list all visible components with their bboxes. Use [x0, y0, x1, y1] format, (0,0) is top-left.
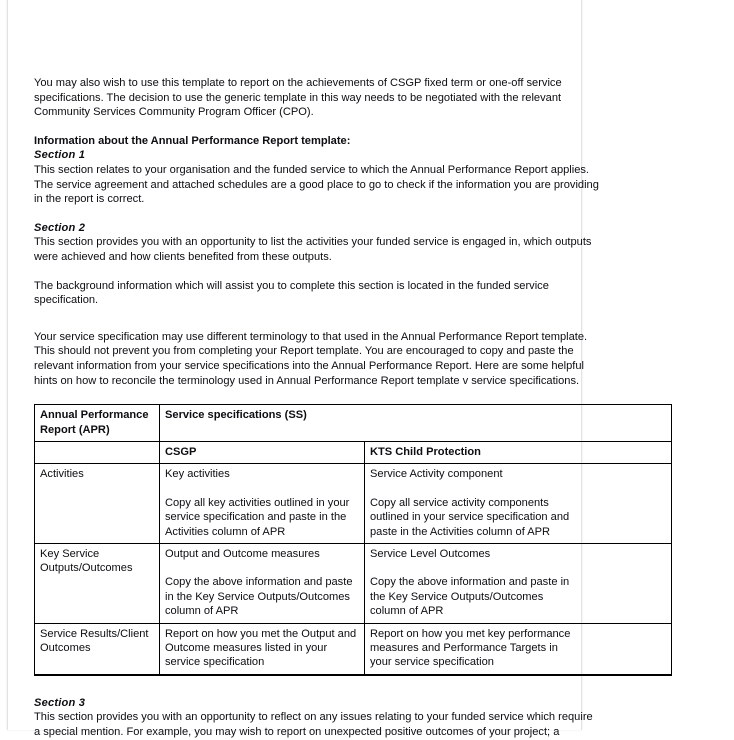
- section-2-p1-line-2: were achieved and how clients benefited from these outputs.: [34, 250, 332, 263]
- section-1-heading: Section 1: [34, 149, 86, 162]
- section-1-paragraph: [34, 163, 734, 207]
- table-subheader-csgp: CSGP: [160, 441, 365, 463]
- section-2-paragraph-3: [34, 330, 734, 388]
- table-header-apr-line-1: Annual Performance: [40, 409, 149, 422]
- info-heading: Information about the Annual Performance Report template:: [34, 134, 351, 147]
- table-row-3-kts-line-2: measures and Performance Targets in: [370, 641, 558, 654]
- table-subheader-blank: [35, 441, 160, 463]
- table-row-2-kts-line-3: column of APR: [370, 605, 444, 618]
- section-2-paragraph-1: [34, 235, 734, 264]
- table-row: [35, 543, 672, 623]
- table-row: [35, 464, 672, 544]
- table-row-2-kts-line-1: Copy the above information and paste in: [370, 576, 570, 589]
- section-3-line-1: This section provides you with an opportunity to reflect on any issues relating to your funded service which require: [34, 711, 593, 724]
- table-subheader-row: [35, 441, 672, 463]
- table-row-2-csgp-title: Output and Outcome measures: [165, 547, 320, 560]
- table-row-3-kts-line-3: your service specification: [370, 656, 494, 669]
- spacer: [165, 482, 359, 496]
- table-row-1-kts-title: Service Activity component: [370, 468, 503, 481]
- table-row-2-apr-line-1: Key Service: [40, 547, 100, 560]
- table-row-3-csgp-line-1: Report on how you met the Output and: [165, 627, 357, 640]
- spacer: [34, 322, 734, 330]
- section-2-p3-line-4: hints on how to reconcile the terminology used in Annual Performance Report template v service specifications.: [34, 374, 580, 387]
- table-subheader-kts: KTS Child Protection: [365, 441, 672, 463]
- table-row-2-kts-line-2: the Key Service Outputs/Outcomes: [370, 590, 544, 603]
- section-1-line-2: The service agreement and attached schedules are a good place to go to check if the information you are providing: [34, 178, 599, 191]
- section-3-block: [34, 696, 734, 740]
- section-2-p1-line-1: This section provides you with an opportunity to list the activities your funded service is engaged in, which outputs: [34, 236, 592, 249]
- table-row-1-csgp: [160, 464, 365, 544]
- table-row-1-csgp-line-1: Copy all key activities outlined in your: [165, 496, 350, 509]
- page-content: [34, 76, 734, 740]
- table-row: [35, 623, 672, 675]
- table-header-apr: [35, 405, 160, 442]
- section-2-p3-line-2: This should not prevent you from completing your Report template. You are encouraged to copy and paste the: [34, 345, 574, 358]
- section-3-heading: Section 3: [34, 696, 86, 709]
- table-header-row: [35, 405, 672, 442]
- table-row-2-apr-line-2: Outputs/Outcomes: [40, 562, 133, 575]
- section-3-line-2: a special mention. For example, you may wish to report on unexpected positive outcomes of your project; a: [34, 725, 560, 738]
- table-row-3-kts: [365, 623, 672, 675]
- table-row-2-apr: [35, 543, 160, 623]
- table-row-1-csgp-line-2: service specification and paste in the: [165, 511, 347, 524]
- section-2-p2-line-1: The background information which will assist you to complete this section is located in the funded service: [34, 279, 549, 292]
- spacer: [34, 120, 734, 134]
- table-row-3-apr: [35, 623, 160, 675]
- table-header-service-specifications: Service specifications (SS): [160, 405, 672, 442]
- section-2-paragraph-2: [34, 279, 734, 308]
- intro-line-1: You may also wish to use this template to report on the achievements of CSGP fixed term or one-off service: [34, 77, 562, 89]
- table-row-1-csgp-line-3: Activities column of APR: [165, 525, 286, 538]
- spacer: [370, 561, 666, 575]
- table-row-3-kts-line-1: Report on how you met key performance: [370, 627, 571, 640]
- intro-paragraph: [34, 76, 734, 120]
- table-row-3-csgp-line-2: Outcome measures listed in your: [165, 641, 328, 654]
- spacer: [370, 482, 666, 496]
- table-row-2-kts-title: Service Level Outcomes: [370, 547, 491, 560]
- table-row-2-csgp: [160, 543, 365, 623]
- table-row-1-kts-line-2: outlined in your service specification and: [370, 511, 570, 524]
- section-1-line-3: in the report is correct.: [34, 193, 145, 206]
- spacer: [34, 308, 734, 322]
- table-row-1-kts: [365, 464, 672, 544]
- spacer: [34, 265, 734, 279]
- table-row-3-apr-line-1: Service Results/Client: [40, 627, 149, 640]
- section-2-heading: Section 2: [34, 221, 86, 234]
- section-2-p3-line-1: Your service specification may use different terminology to that used in the Annual Performance Report template.: [34, 330, 588, 343]
- table-row-1-kts-line-1: Copy all service activity components: [370, 496, 549, 509]
- document-page: [7, 0, 599, 738]
- table-row-3-apr-line-2: Outcomes: [40, 641, 91, 654]
- table-row-1-apr-line-1: Activities: [40, 468, 84, 481]
- terminology-table: [34, 404, 672, 676]
- table-row-2-csgp-line-2: in the Key Service Outputs/Outcomes: [165, 590, 350, 603]
- section-2-p3-line-3: relevant information from your service specifications into the Annual Performance Report. Here are some helpful: [34, 359, 585, 372]
- table-row-2-kts: [365, 543, 672, 623]
- spacer: [165, 561, 359, 575]
- table-row-2-csgp-line-1: Copy the above information and paste: [165, 576, 353, 589]
- table-row-1-csgp-title: Key activities: [165, 468, 230, 481]
- section-1-line-1: This section relates to your organisation and the funded service to which the Annual Performance Report applies.: [34, 163, 590, 176]
- table-header-apr-line-2: Report (APR): [40, 423, 110, 436]
- intro-line-3: Community Services Community Program Officer (CPO).: [34, 106, 314, 119]
- table-row-1-kts-line-3: paste in the Activities column of APR: [370, 525, 551, 538]
- intro-line-2: specifications. The decision to use the generic template in this way needs to be negotiated with the relevant: [34, 91, 562, 104]
- table-row-1-apr: [35, 464, 160, 544]
- table-row-3-csgp-line-3: service specification: [165, 656, 265, 669]
- table-row-3-csgp: [160, 623, 365, 675]
- section-2-p2-line-2: specification.: [34, 294, 99, 307]
- spacer: [34, 207, 734, 221]
- table-row-2-csgp-line-3: column of APR: [165, 605, 239, 618]
